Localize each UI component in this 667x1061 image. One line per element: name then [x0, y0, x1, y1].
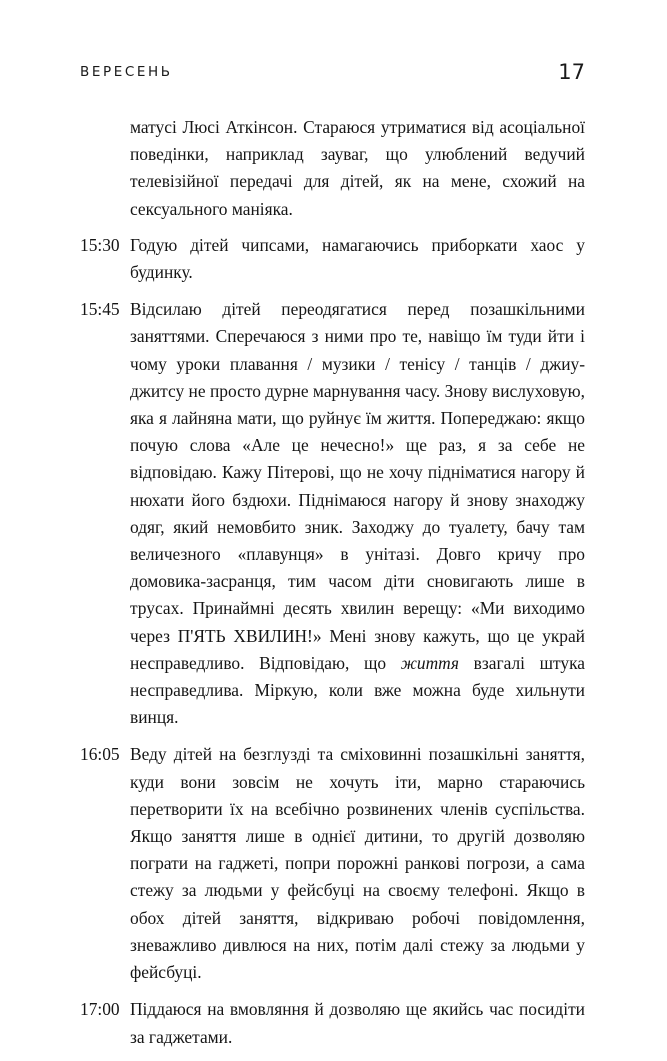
- diary-entry-1700: [80, 996, 585, 1050]
- page-number: 17: [558, 60, 585, 84]
- entry-text: [130, 296, 585, 731]
- diary-text: [80, 114, 585, 1061]
- diary-entry-1530: [80, 232, 585, 286]
- entry-time: 15:45: [80, 299, 120, 320]
- entry-text-part: Відсилаю дітей переодягатися перед позашкільними заняттями. Сперечаюся з ними про те, навіщо їм туди йти і чому уроки плавання / музики / тенісу / танців / джиу-джитсу не просто дурне марнування часу. Знову вислуховую, яка я лайняна мати, що руйнує їм життя. Попереджаю: якщо почую слова «Але це нечесно!» ще раз, я за себе не відповідаю. Кажу Пітерові, що не хочу підніматися нагору й нюхати його бздюхи. Піднімаюся нагору й знову знаходжу одяг, який немовбито зник. Заходжу до туалету, бачу там величезного «плавунця» в унітазі. Довго кричу про домовика-засранця, тим часом діти сновигають лише в трусах. Принаймні десять хвилин верещу: «Ми виходимо через П'ЯТЬ ХВИЛИН!» Мені знову кажуть, що це украй несправедливо. Відповідаю, що: [130, 299, 585, 673]
- continuation-text: матусі Люсі Аткінсон. Стараюся утриматися від асоціальної поведінки, наприклад зауваг, що улюблений ведучий телевізійної передачі для дітей, як на мене, схожий на сексуального маніяка.: [130, 117, 585, 219]
- continuation-paragraph: [80, 114, 585, 223]
- entry-time: 17:00: [80, 999, 120, 1020]
- section-title: ВЕРЕСЕНЬ: [80, 64, 173, 80]
- entry-text-part: взагалі штука несправедлива. Міркую, коли вже можна буде хильнути винця.: [130, 652, 586, 728]
- italic-word: життя: [400, 652, 460, 673]
- entry-time: 15:30: [80, 234, 120, 255]
- diary-entry-1605: [80, 741, 585, 986]
- entry-text: Годую дітей чипсами, намагаючись приборкати хаос у будинку.: [130, 234, 585, 283]
- entry-time: 16:05: [80, 744, 120, 765]
- running-head: [80, 62, 585, 86]
- entry-text: Піддаюся на вмовляння й дозволяю ще якийсь час посидіти за гаджетами.: [130, 999, 585, 1047]
- diary-entry-1545: [80, 296, 585, 731]
- entry-text: Веду дітей на безглузді та сміховинні позашкільні заняття, куди вони зовсім не хочуть іти, марно стараючись перетворити їх на всебічно розвинених членів суспільства. Якщо заняття лише в однієї дитини, то другій дозволяю пограти на гаджеті, попри порожні ранкові погрози, а сама стежу за людьми у фейсбуці на своєму телефоні. Якщо в обох дітей заняття, відкриваю робочі повідомлення, зневажливо дивлюся на них, потім далі стежу за людьми у фейсбуці.: [130, 744, 585, 983]
